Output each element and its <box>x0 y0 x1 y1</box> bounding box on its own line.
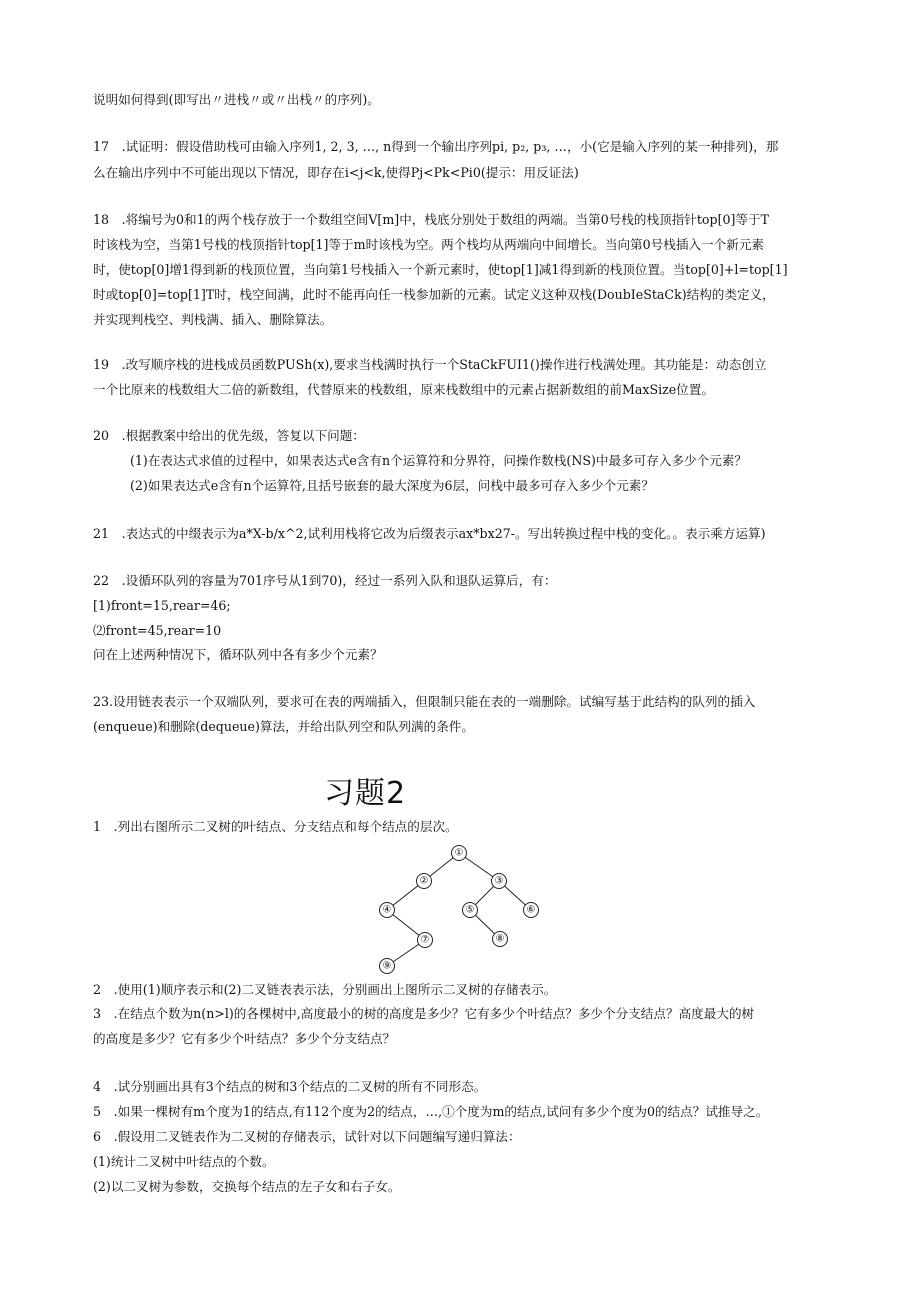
line-9: 一个比原来的栈数组大二倍的新数组，代替原来的栈数组，原来栈数组中的元素占据新数组的前MaxSize位置。 <box>93 382 714 397</box>
svg-text:⑥: ⑥ <box>526 904 536 916</box>
tree-node-8 <box>493 932 508 947</box>
tree-node-1 <box>452 846 467 861</box>
line-20: 1 .列出右图所示二叉树的叶结点、分支结点和每个结点的层次。 <box>93 819 458 834</box>
tree-node-9 <box>380 959 395 974</box>
line-8: 19 .改写顺序栈的进栈成员函数PUSh(x),要求当栈满时执行一个StaCkFUI1()操作进行栈满处理。其功能是：动态创立 <box>93 357 767 372</box>
line-27: (1)统计二叉树中叶结点的个数。 <box>93 1154 275 1169</box>
line-2: 么在输出序列中不可能出现以下情况，即存在i<j<k,使得Pj<Pk<Pi0(提示：用反证法) <box>93 165 579 180</box>
line-18: 23.设用链表表示一个双端队列，要求可在表的两端插入，但限制只能在表的一端删除。试编写基于此结构的队列的插入 <box>93 694 756 709</box>
line-13: 21 .表达式的中缀表示为a*X-b/x^2,试利用栈将它改为后缀表示ax*bx27-。写出转换过程中栈的变化。。表示乘方运算) <box>93 526 766 541</box>
tree-node-2 <box>417 874 432 889</box>
line-6: 时或top[0]=top[1]T时，栈空间满，此时不能再向任一栈参加新的元素。试定义这种双栈(DoubIeStaCk)结构的类定义， <box>93 287 775 302</box>
line-4: 时该栈为空，当第1号栈的栈顶指针top[1]等于m时该栈为空。两个栈均从两端向中间增长。当向第0号栈插入一个新元素 <box>93 237 765 252</box>
line-25: 5 .如果一棵树有m个度为1的结点,有112个度为2的结点，…,①个度为m的结点,试问有多少个度为0的结点？试推导之。 <box>93 1104 769 1119</box>
line-15: [1)front=15,rear=46; <box>93 598 231 613</box>
line-24: 4 .试分别画出具有3个结点的树和3个结点的二叉树的所有不同形态。 <box>93 1079 487 1094</box>
line-10: 20 .根据教案中给出的优先级，答复以下问题： <box>93 428 365 443</box>
line-1: 17 .试证明：假设借助栈可由输入序列1, 2, 3, …, n得到一个输出序列pi, p₂, p₃, …，小(它是输入序列的某一种排列)，那 <box>93 139 779 154</box>
section-title: 习题2 <box>324 776 407 811</box>
svg-text:⑤: ⑤ <box>465 904 475 916</box>
line-0: 说明如何得到(即写出〃进栈〃或〃出栈〃的序列)。 <box>93 92 380 107</box>
line-28: (2)以二叉树为参数，交换每个结点的左子女和右子女。 <box>93 1179 401 1194</box>
line-19: (enqueue)和删除(dequeue)算法，并给出队列空和队列满的条件。 <box>93 719 474 734</box>
tree-node-3 <box>492 874 507 889</box>
svg-text:④: ④ <box>382 904 392 916</box>
tree-node-5 <box>463 903 478 918</box>
line-12: (2)如果表达式e含有n个运算符,且括号嵌套的最大深度为6层，问栈中最多可存入多少个元素？ <box>130 478 654 493</box>
line-14: 22 .设循环队列的容量为701序号从1到70)，经过一系列入队和退队运算后，有： <box>93 573 557 588</box>
svg-text:②: ② <box>419 875 429 887</box>
line-26: 6 .假设用二叉链表作为二叉树的存储表示，试针对以下问题编写递归算法： <box>93 1129 521 1144</box>
tree-node-6 <box>524 903 539 918</box>
line-3: 18 .将编号为0和1的两个栈存放于一个数组空间V[m]中，栈底分别处于数组的两端。当第0号栈的栈顶指针top[0]等于T <box>93 212 769 227</box>
line-17: 问在上述两种情况下，循环队列中各有多少个元素？ <box>93 647 383 662</box>
line-23: 的高度是多少？它有多少个叶结点？多少个分支结点？ <box>93 1031 396 1046</box>
line-11: (1)在表达式求值的过程中，如果表达式e含有n个运算符和分界符，问操作数栈(NS)中最多可存入多少个元素？ <box>130 453 748 468</box>
svg-text:⑧: ⑧ <box>495 933 505 945</box>
tree-node-4 <box>380 903 395 918</box>
svg-text:③: ③ <box>494 875 504 887</box>
svg-text:①: ① <box>454 847 464 859</box>
svg-text:⑨: ⑨ <box>382 960 392 972</box>
tree-node-7 <box>418 933 433 948</box>
line-5: 时，使top[0]增1得到新的栈顶位置，当向第1号栈插入一个新元素时，使top[1]减1得到新的栈顶位置。当top[0]+l=top[1] <box>93 262 788 277</box>
line-21: 2 .使用(1)顺序表示和(2)二叉链表表示法，分别画出上图所示二叉树的存储表示。 <box>93 982 557 997</box>
svg-text:⑦: ⑦ <box>420 934 430 946</box>
line-22: 3 .在结点个数为n(n>l)的各棵树中,高度最小的树的高度是多少？它有多少个叶结点？多少个分支结点？高度最大的树 <box>93 1006 755 1021</box>
line-7: 并实现判栈空、判栈满、插入、删除算法。 <box>93 312 333 327</box>
binary-tree-diagram <box>370 840 550 980</box>
line-16: ⑵front=45,rear=10 <box>93 623 222 638</box>
